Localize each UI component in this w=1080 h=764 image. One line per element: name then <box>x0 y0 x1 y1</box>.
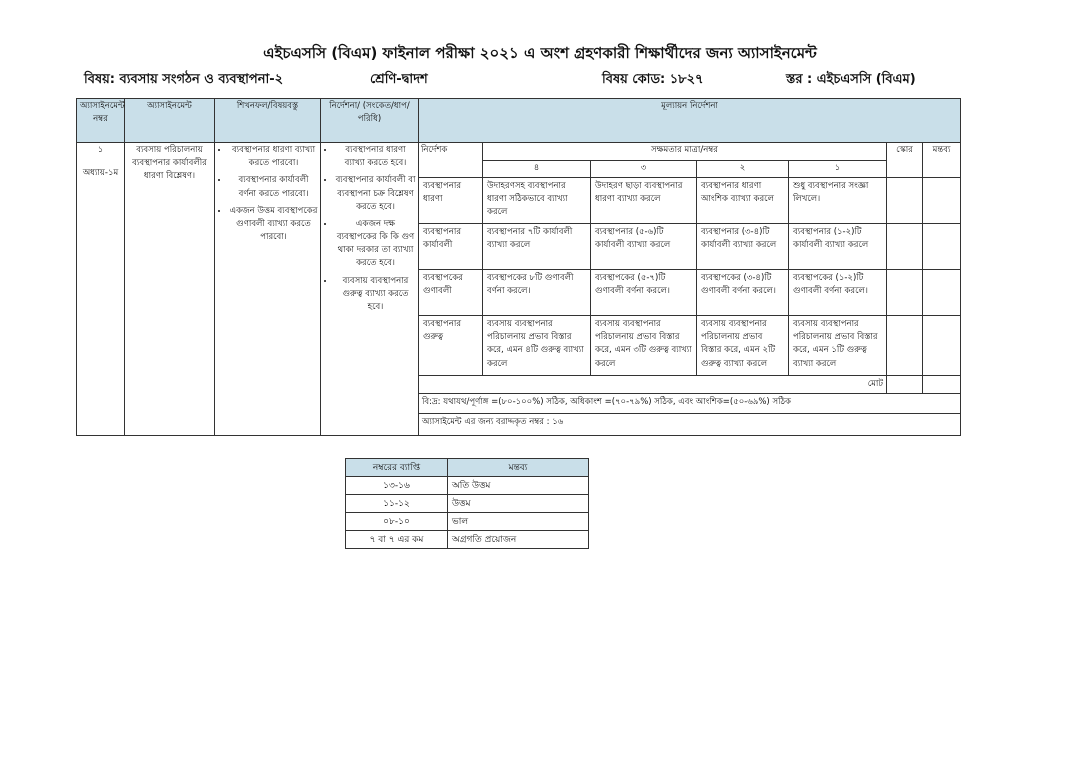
grade-remark: অগ্রগতি প্রয়োজন <box>448 531 589 549</box>
level-cell: ব্যবস্থাপকের ৮টি গুণাবলী বর্ণনা করলে। <box>483 270 591 316</box>
criterion-cell: ব্যবস্থাপনার গুরুত্ব <box>419 316 483 376</box>
level-cell: ব্যবসায় ব্যবস্থাপনার পরিচালনায় প্রভাব বিস্তার করে, এমন ২টি গুরুত্ব ব্যাখ্যা করলে <box>697 316 789 376</box>
instruction-item: • ব্যবসায় ব্যবস্থাপনার গুরুত্ব ব্যাখ্যা করতে হবে। <box>335 275 416 315</box>
subject-code-label: বিষয় কোড: ১৮২৭ <box>602 72 704 87</box>
outcome-item: • একজন উত্তম ব্যবস্থাপকের গুণাবলী ব্যাখ্যা করতে পারবো। <box>229 205 318 245</box>
grade-remark: অতি উত্তম <box>448 477 589 495</box>
criterion-header: নির্দেশক <box>419 143 483 178</box>
outcome-item: • ব্যবস্থাপনার কার্যাবলী বর্ণনা করতে পারবো। <box>229 174 318 200</box>
level-label: স্তর : এইচএসসি (বিএম) <box>786 72 916 87</box>
criterion-cell: ব্যবস্থাপকের গুণাবলী <box>419 270 483 316</box>
instruction-item: • ব্যবস্থাপনার কার্যাবলী বা ব্যবস্থাপনা চক্র বিশ্লেষণ করতে হবে। <box>335 174 416 214</box>
grade-range: ১১-১২ <box>346 495 448 513</box>
level-cell: উদাহরণ ছাড়া ব্যবস্থাপনার ধারণা ব্যাখ্যা করলে <box>591 178 697 224</box>
level-cell: ব্যবসায় ব্যবস্থাপনার পরিচালনায় প্রভাব বিস্তার করে, এমন ৩টি গুরুত্ব ব্যাখ্যা করলে <box>591 316 697 376</box>
grade-range: ১৩-১৬ <box>346 477 448 495</box>
class-label: শ্রেণি-দ্বাদশ <box>370 72 428 87</box>
header-assignment: অ্যাসাইনমেন্ট <box>125 99 215 143</box>
header-outcomes: শিখনফল/বিষয়বস্তু <box>215 99 321 143</box>
allocated-marks: অ্যাসাইমেন্ট এর জন্য বরাদ্দকৃত নম্বর : ১৬ <box>419 414 961 436</box>
grade-header-range: নম্বরের ব্যাপ্তি <box>346 459 448 477</box>
assignment-text: ব্যবসায় পরিচালনায় ব্যবস্থাপনার কার্যাবলীর ধারণা বিশ্লেষণ। <box>125 143 215 436</box>
header-assignment-no: অ্যাসাইনমেন্ট নম্বর <box>77 99 125 143</box>
instructions-cell <box>321 143 419 436</box>
instruction-item: • একজন দক্ষ ব্যবস্থাপকের কি কি গুণ থাকা দরকার তা ব্যাখ্যা করতে হবে। <box>335 218 416 271</box>
header-evaluation: মূল্যায়ন নির্দেশনা <box>419 99 961 143</box>
level-cell: ব্যবসায় ব্যবস্থাপনার পরিচালনায় প্রভাব বিস্তার করে, এমন ৪টি গুরুত্ব ব্যাখ্যা করলে <box>483 316 591 376</box>
grade-header-remark: মন্তব্য <box>448 459 589 477</box>
remarks-cell <box>923 316 961 376</box>
criterion-cell: ব্যবস্থাপনার কার্যাবলী <box>419 224 483 270</box>
header-instructions: নির্দেশনা/ (সংকেত/ধাপ/পরিধি) <box>321 99 419 143</box>
level-cell: ব্যবসায় ব্যবস্থাপনার পরিচালনায় প্রভাব বিস্তার করে, এমন ১টি গুরুত্ব ব্যাখ্যা করলে <box>789 316 887 376</box>
grade-row <box>346 477 589 495</box>
level-cell: উদাহরণসহ ব্যবস্থাপনার ধারণা সঠিকভাবে ব্যাখ্যা করলে <box>483 178 591 224</box>
grade-row <box>346 513 589 531</box>
remarks-header: মন্তব্য <box>923 143 961 178</box>
grade-remark: উত্তম <box>448 495 589 513</box>
grade-remark: ভাল <box>448 513 589 531</box>
level-number: ২ <box>697 161 789 178</box>
level-cell: ব্যবস্থাপকের (৩-৪)টি গুণাবলী বর্ণনা করলে। <box>697 270 789 316</box>
instruction-item: • ব্যবস্থাপনার ধারণা ব্যাখ্যা করতে হবে। <box>335 144 416 170</box>
score-cell <box>887 178 923 224</box>
remarks-cell <box>923 224 961 270</box>
grade-row <box>346 531 589 549</box>
remarks-cell <box>923 270 961 316</box>
total-remarks-cell <box>923 376 961 394</box>
total-score-cell <box>887 376 923 394</box>
remarks-cell <box>923 178 961 224</box>
score-cell <box>887 224 923 270</box>
outcomes-cell <box>215 143 321 436</box>
total-label: মোট <box>419 376 887 394</box>
outcome-item: • ব্যবস্থাপনার ধারণা ব্যাখ্যা করতে পারবো। <box>229 144 318 170</box>
table-header-row <box>77 99 961 143</box>
grade-header-row <box>346 459 589 477</box>
criterion-cell: ব্যবস্থাপনার ধারণা <box>419 178 483 224</box>
rubric-header-row <box>77 143 961 161</box>
score-cell <box>887 270 923 316</box>
assignment-number: ১ <box>97 145 104 155</box>
level-cell: ব্যবস্থাপনার (৩-৪)টি কার্যাবলী ব্যাখ্যা করলে <box>697 224 789 270</box>
level-cell: ব্যবস্থাপনার (১-২)টি কার্যাবলী ব্যাখ্যা করলে <box>789 224 887 270</box>
subject-label: বিষয়: ব্যবসায় সংগঠন ও ব্যবস্থাপনা-২ <box>84 72 284 87</box>
rubric-note: বি:দ্র: যথাযথ/পূর্ণাঙ্গ =(৮০-১০০%) সঠিক, অধিকাংশ =(৭০-৭৯%) সঠিক, এবং আংশিক=(৫০-৬৯%) সঠিক <box>419 394 961 414</box>
level-cell: ব্যবস্থাপনার ধারণা আংশিক ব্যাখ্যা করলে <box>697 178 789 224</box>
level-cell: ব্যবস্থাপনার ৭টি কার্যাবলী ব্যাখ্যা করলে <box>483 224 591 270</box>
level-number: ১ <box>789 161 887 178</box>
assignment-table <box>76 98 961 436</box>
assignment-number-cell <box>77 143 125 436</box>
grade-range: ০৮-১০ <box>346 513 448 531</box>
level-header: সক্ষমতার মাত্রা/নম্বর <box>483 143 887 161</box>
level-cell: ব্যবস্থাপনার (৫-৬)টি কার্যাবলী ব্যাখ্যা করলে <box>591 224 697 270</box>
level-cell: ব্যবস্থাপকের (১-২)টি গুণাবলী বর্ণনা করলে। <box>789 270 887 316</box>
level-cell: ব্যবস্থাপকের (৫-৭)টি গুণাবলী বর্ণনা করলে। <box>591 270 697 316</box>
level-number: ৩ <box>591 161 697 178</box>
grade-range-table <box>345 458 589 549</box>
level-number: ৪ <box>483 161 591 178</box>
grade-row <box>346 495 589 513</box>
level-cell: শুধু ব্যবস্থাপনার সংজ্ঞা লিখলে। <box>789 178 887 224</box>
grade-range: ৭ বা ৭ এর কম <box>346 531 448 549</box>
score-header: স্কোর <box>887 143 923 178</box>
document-title: এইচএসসি (বিএম) ফাইনাল পরীক্ষা ২০২১ এ অংশ গ্রহণকারী শিক্ষার্থীদের জন্য অ্যাসাইনমেন্ট <box>263 44 817 62</box>
chapter-label: অধ্যায়-১ম <box>82 168 119 179</box>
score-cell <box>887 316 923 376</box>
